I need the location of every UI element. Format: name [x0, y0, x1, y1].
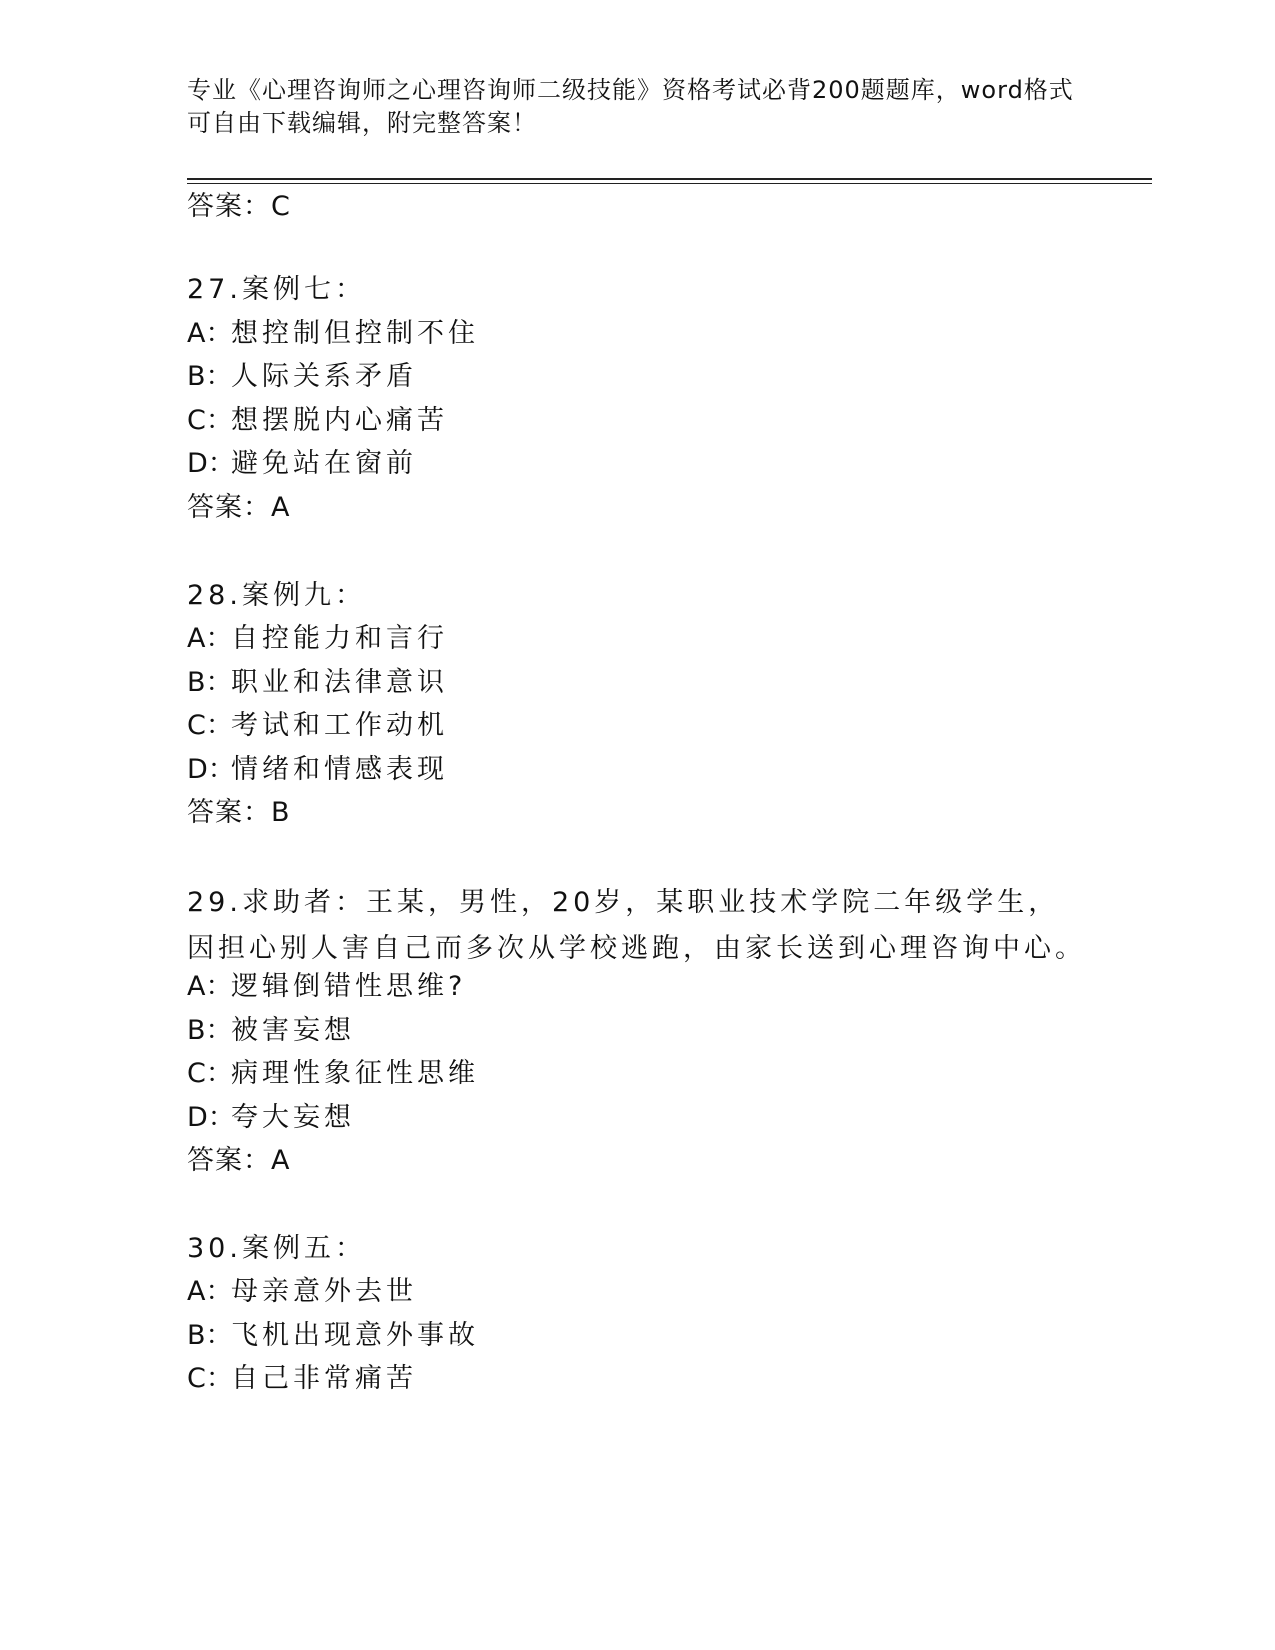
option-d — [187, 1101, 355, 1135]
option-key: D： — [187, 1102, 235, 1133]
option-d — [187, 753, 448, 787]
option-key: A： — [187, 318, 233, 349]
option-key: B： — [187, 667, 233, 698]
previous-answer: 答案：C — [187, 191, 291, 222]
option-text: 母亲意外去世 — [231, 1276, 417, 1307]
option-key: C： — [187, 1058, 233, 1089]
option-text: 人际关系矛盾 — [231, 361, 417, 392]
question-stem: 30.案例五： — [187, 1233, 366, 1264]
header-rule-thin — [187, 183, 1152, 184]
option-key: C： — [187, 710, 233, 741]
option-text: 职业和法律意识 — [231, 667, 448, 698]
question-stem: 28.案例九： — [187, 580, 366, 611]
option-key: C： — [187, 405, 233, 436]
option-text: 想控制但控制不住 — [231, 318, 479, 349]
header-line-1: 专业《心理咨询师之心理咨询师二级技能》资格考试必背200题题库，word格式 — [187, 76, 1074, 104]
option-text: 自己非常痛苦 — [231, 1363, 417, 1394]
option-key: D： — [187, 448, 235, 479]
question-stem: 29.求助者：王某，男性，20岁，某职业技术学院二年级学生，因担心别人害自己而多次从学校逃跑，由家长送到心理咨询中心。 — [187, 887, 1086, 964]
option-key: B： — [187, 1320, 233, 1351]
answer-line: 答案：B — [187, 797, 291, 828]
option-a — [187, 970, 466, 1004]
option-b — [187, 360, 417, 394]
option-a — [187, 622, 448, 656]
answer-line: 答案：A — [187, 1145, 291, 1176]
option-d — [187, 447, 417, 481]
document-header — [187, 74, 1087, 140]
option-c — [187, 1057, 479, 1091]
option-key: D： — [187, 754, 235, 785]
option-text: 想摆脱内心痛苦 — [231, 405, 448, 436]
header-rule-thick — [187, 178, 1152, 180]
option-a — [187, 1275, 417, 1309]
option-text: 自控能力和言行 — [231, 623, 448, 654]
option-text: 考试和工作动机 — [231, 710, 448, 741]
option-b — [187, 1319, 479, 1353]
option-key: B： — [187, 1015, 233, 1046]
option-text: 避免站在窗前 — [231, 448, 417, 479]
option-text: 被害妄想 — [231, 1015, 355, 1046]
option-key: A： — [187, 971, 233, 1002]
option-b — [187, 666, 448, 700]
option-text: 夸大妄想 — [231, 1102, 355, 1133]
option-key: A： — [187, 1276, 233, 1307]
question-stem: 27.案例七： — [187, 274, 366, 305]
header-line-2: 可自由下载编辑，附完整答案！ — [187, 109, 537, 137]
option-text: 逻辑倒错性思维? — [231, 971, 467, 1002]
option-c — [187, 1362, 417, 1396]
answer-line: 答案：A — [187, 492, 291, 523]
option-text: 情绪和情感表现 — [231, 754, 448, 785]
option-c — [187, 404, 448, 438]
option-text: 病理性象征性思维 — [231, 1058, 479, 1089]
option-key: C： — [187, 1363, 233, 1394]
option-b — [187, 1014, 355, 1048]
option-a — [187, 317, 479, 351]
option-text: 飞机出现意外事故 — [231, 1320, 479, 1351]
option-key: A： — [187, 623, 233, 654]
option-c — [187, 709, 448, 743]
option-key: B： — [187, 361, 233, 392]
